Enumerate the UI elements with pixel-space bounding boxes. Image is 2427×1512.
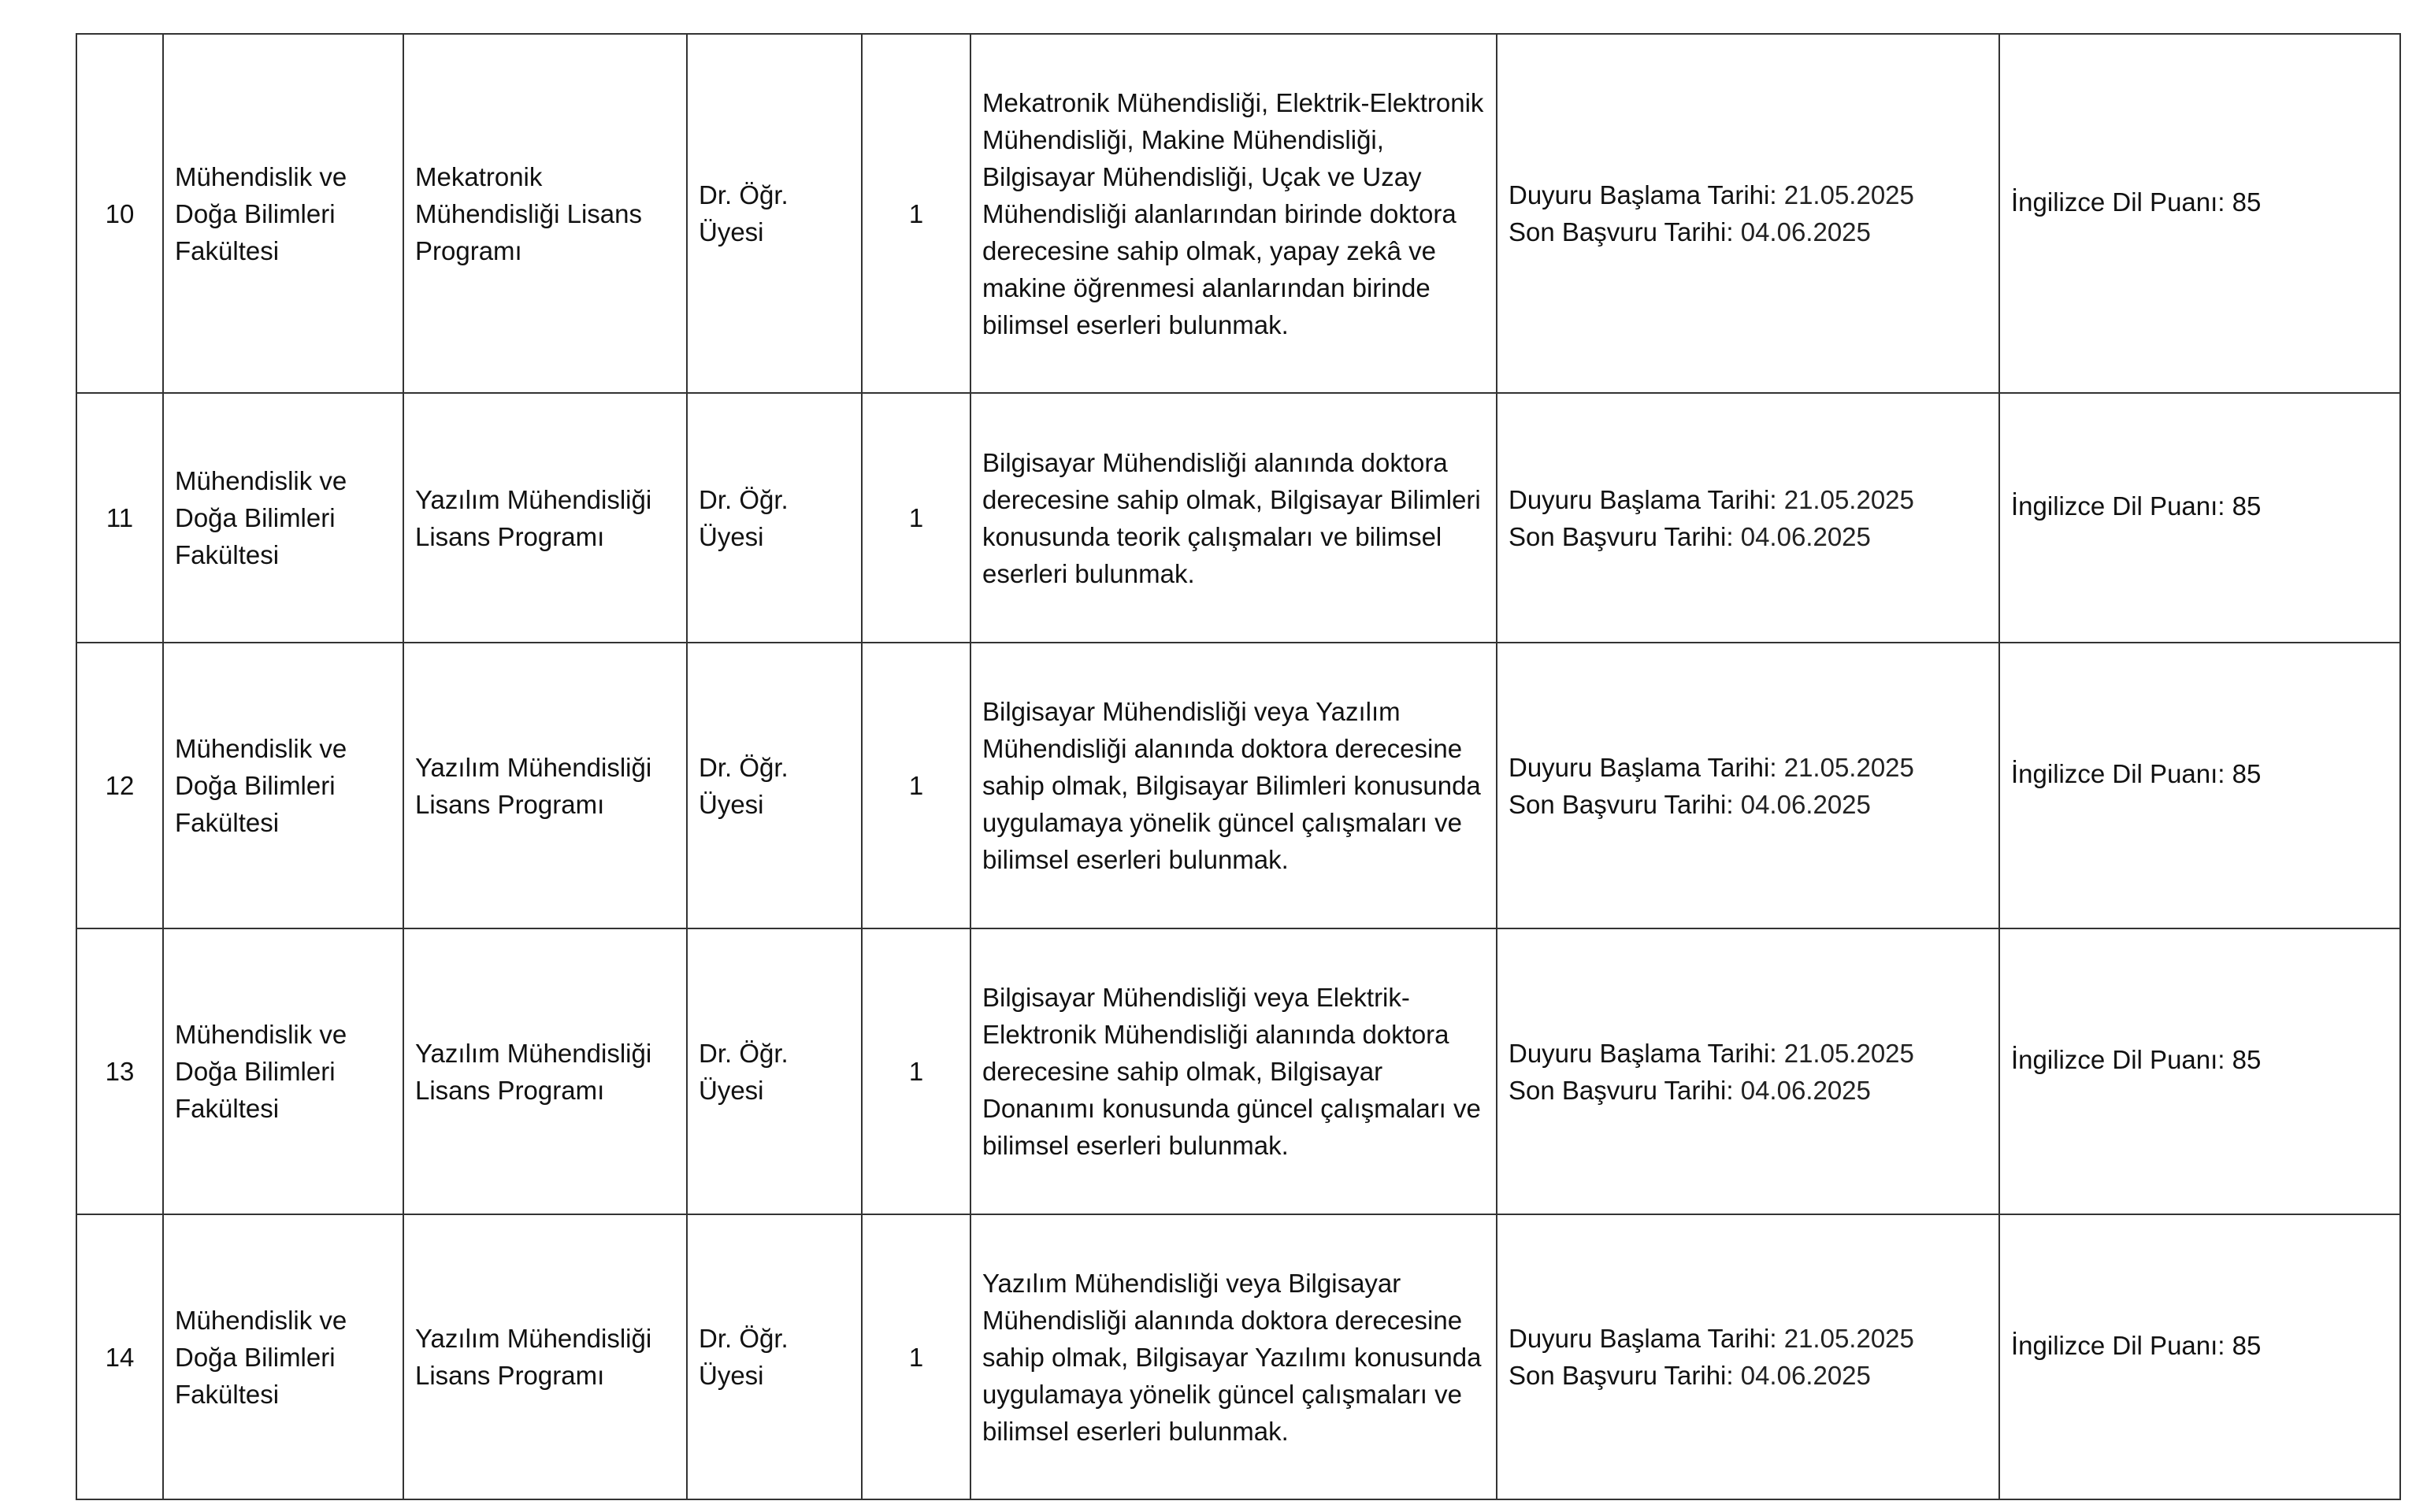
position-count-cell: 1 bbox=[862, 928, 970, 1214]
language-score: İngilizce Dil Puanı: 85 bbox=[2011, 1330, 2262, 1360]
table-body bbox=[76, 34, 2400, 1499]
application-deadline-line bbox=[1509, 786, 1987, 823]
application-deadline-line bbox=[1509, 1072, 1987, 1109]
table-row bbox=[76, 34, 2400, 393]
row-number: 14 bbox=[76, 1214, 163, 1499]
application-deadline-line bbox=[1509, 213, 1987, 250]
language-requirement-cell bbox=[1999, 643, 2400, 928]
application-deadline-line bbox=[1509, 518, 1987, 555]
language-score: İngilizce Dil Puanı: 85 bbox=[2011, 187, 2262, 217]
faculty-cell: Mühendislik ve Doğa Bilimleri Fakültesi bbox=[163, 393, 403, 643]
academic-title-cell: Dr. Öğr. Üyesi bbox=[687, 393, 862, 643]
application-deadline-label: Son Başvuru Tarihi: bbox=[1509, 1361, 1734, 1390]
application-deadline-date: 04.06.2025 bbox=[1740, 1361, 1871, 1390]
language-requirement-cell bbox=[1999, 34, 2400, 393]
language-requirement-cell bbox=[1999, 928, 2400, 1214]
application-deadline-date: 04.06.2025 bbox=[1740, 521, 1871, 551]
announcement-start-line bbox=[1509, 176, 1987, 213]
announcement-start-date: 21.05.2025 bbox=[1783, 180, 1914, 209]
program-cell: Mekatronik Mühendisliği Lisans Programı bbox=[403, 34, 687, 393]
application-deadline-line bbox=[1509, 1357, 1987, 1394]
application-deadline-label: Son Başvuru Tarihi: bbox=[1509, 789, 1734, 819]
program-cell: Yazılım Mühendisliği Lisans Programı bbox=[403, 643, 687, 928]
row-number: 10 bbox=[76, 34, 163, 393]
dates-cell bbox=[1497, 643, 1999, 928]
criteria-cell: Bilgisayar Mühendisliği veya Yazılım Mühendisliği alanında doktora derecesine sahip olmak, Bilgisayar Bilimleri konusunda uygulamaya yönelik güncel çalışmaları ve bilimsel eserleri bulunmak. bbox=[970, 643, 1497, 928]
announcement-start-line bbox=[1509, 1035, 1987, 1072]
announcement-start-date: 21.05.2025 bbox=[1783, 752, 1914, 782]
faculty-cell: Mühendislik ve Doğa Bilimleri Fakültesi bbox=[163, 643, 403, 928]
criteria-cell: Mekatronik Mühendisliği, Elektrik-Elektronik Mühendisliği, Makine Mühendisliği, Bilgisayar Mühendisliği, Uçak ve Uzay Mühendisliği alanlarından birinde doktora derecesine sahip olmak, yapay zekâ ve makine öğrenmesi alanlarından birinde bilimsel eserleri bulunmak. bbox=[970, 34, 1497, 393]
announcement-start-date: 21.05.2025 bbox=[1783, 1324, 1914, 1353]
announcement-start-label: Duyuru Başlama Tarihi: bbox=[1509, 180, 1777, 209]
table-row bbox=[76, 393, 2400, 643]
announcement-start-date: 21.05.2025 bbox=[1783, 1038, 1914, 1068]
criteria-cell: Bilgisayar Mühendisliği alanında doktora derecesine sahip olmak, Bilgisayar Bilimleri konusunda teorik çalışmaları ve bilimsel eserleri bulunmak. bbox=[970, 393, 1497, 643]
dates-cell bbox=[1497, 34, 1999, 393]
academic-title-cell: Dr. Öğr. Üyesi bbox=[687, 1214, 862, 1499]
faculty-cell: Mühendislik ve Doğa Bilimleri Fakültesi bbox=[163, 34, 403, 393]
row-number: 13 bbox=[76, 928, 163, 1214]
position-count-cell: 1 bbox=[862, 643, 970, 928]
table-row bbox=[76, 928, 2400, 1214]
program-cell: Yazılım Mühendisliği Lisans Programı bbox=[403, 928, 687, 1214]
dates-cell bbox=[1497, 928, 1999, 1214]
position-listing-table bbox=[76, 33, 2401, 1500]
language-requirement-cell bbox=[1999, 1214, 2400, 1499]
announcement-start-label: Duyuru Başlama Tarihi: bbox=[1509, 1038, 1777, 1068]
announcement-start-label: Duyuru Başlama Tarihi: bbox=[1509, 484, 1777, 514]
application-deadline-date: 04.06.2025 bbox=[1740, 1075, 1871, 1105]
language-score: İngilizce Dil Puanı: 85 bbox=[2011, 491, 2262, 521]
row-number: 11 bbox=[76, 393, 163, 643]
faculty-cell: Mühendislik ve Doğa Bilimleri Fakültesi bbox=[163, 928, 403, 1214]
announcement-start-line bbox=[1509, 481, 1987, 518]
language-requirement-cell bbox=[1999, 393, 2400, 643]
language-score: İngilizce Dil Puanı: 85 bbox=[2011, 759, 2262, 788]
application-deadline-date: 04.06.2025 bbox=[1740, 217, 1871, 246]
language-score: İngilizce Dil Puanı: 85 bbox=[2011, 1045, 2262, 1074]
position-count-cell: 1 bbox=[862, 34, 970, 393]
criteria-cell: Yazılım Mühendisliği veya Bilgisayar Mühendisliği alanında doktora derecesine sahip olmak, Bilgisayar Yazılımı konusunda uygulamaya yönelik güncel çalışmaları ve bilimsel eserleri bulunmak. bbox=[970, 1214, 1497, 1499]
dates-cell bbox=[1497, 1214, 1999, 1499]
position-count-cell: 1 bbox=[862, 393, 970, 643]
position-count-cell: 1 bbox=[862, 1214, 970, 1499]
dates-cell bbox=[1497, 393, 1999, 643]
application-deadline-label: Son Başvuru Tarihi: bbox=[1509, 217, 1734, 246]
announcement-start-label: Duyuru Başlama Tarihi: bbox=[1509, 1324, 1777, 1353]
application-deadline-label: Son Başvuru Tarihi: bbox=[1509, 521, 1734, 551]
program-cell: Yazılım Mühendisliği Lisans Programı bbox=[403, 1214, 687, 1499]
announcement-start-line bbox=[1509, 1320, 1987, 1357]
program-cell: Yazılım Mühendisliği Lisans Programı bbox=[403, 393, 687, 643]
table-row bbox=[76, 643, 2400, 928]
announcement-start-label: Duyuru Başlama Tarihi: bbox=[1509, 752, 1777, 782]
announcement-start-date: 21.05.2025 bbox=[1783, 484, 1914, 514]
announcement-start-line bbox=[1509, 749, 1987, 786]
application-deadline-date: 04.06.2025 bbox=[1740, 789, 1871, 819]
academic-title-cell: Dr. Öğr. Üyesi bbox=[687, 928, 862, 1214]
row-number: 12 bbox=[76, 643, 163, 928]
criteria-cell: Bilgisayar Mühendisliği veya Elektrik-Elektronik Mühendisliği alanında doktora derecesine sahip olmak, Bilgisayar Donanımı konusunda güncel çalışmaları ve bilimsel eserleri bulunmak. bbox=[970, 928, 1497, 1214]
table-row bbox=[76, 1214, 2400, 1499]
faculty-cell: Mühendislik ve Doğa Bilimleri Fakültesi bbox=[163, 1214, 403, 1499]
academic-title-cell: Dr. Öğr. Üyesi bbox=[687, 643, 862, 928]
application-deadline-label: Son Başvuru Tarihi: bbox=[1509, 1075, 1734, 1105]
academic-title-cell: Dr. Öğr. Üyesi bbox=[687, 34, 862, 393]
